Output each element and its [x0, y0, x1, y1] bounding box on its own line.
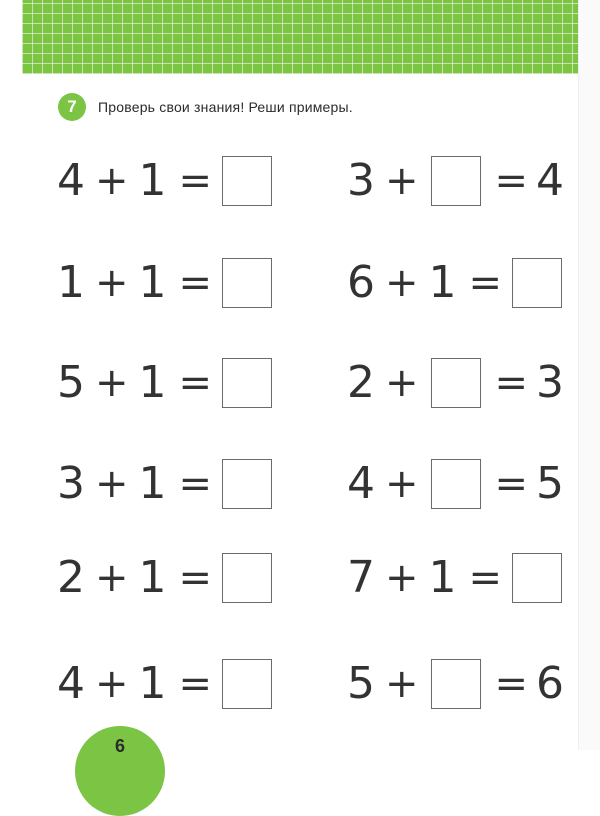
operand-a: 4 [57, 658, 85, 709]
equals-sign: = [468, 260, 503, 306]
operand-a: 2 [57, 552, 85, 603]
answer-box[interactable] [222, 659, 272, 709]
operand-b: 1 [138, 458, 167, 509]
operand-a: 4 [347, 458, 375, 509]
plus-sign: + [385, 260, 419, 306]
equals-sign: = [494, 158, 529, 204]
plus-sign: + [95, 461, 129, 507]
equals-sign: = [178, 661, 213, 707]
plus-sign: + [385, 661, 419, 707]
task-header [58, 92, 353, 122]
equals-sign: = [494, 661, 529, 707]
plus-sign: + [95, 661, 129, 707]
equals-sign: = [178, 360, 213, 406]
equation-left-3 [55, 355, 276, 411]
operand-a: 7 [347, 552, 375, 603]
plus-sign: + [95, 555, 129, 601]
equals-sign: = [178, 158, 213, 204]
page-number-badge [75, 726, 165, 816]
answer-box[interactable] [431, 459, 481, 509]
answer-box[interactable] [431, 659, 481, 709]
operand-a: 1 [57, 257, 85, 308]
equation-left-5 [55, 550, 276, 606]
result: 6 [536, 658, 565, 709]
page-number: 6 [114, 736, 125, 756]
answer-box[interactable] [222, 553, 272, 603]
operand-b: 1 [428, 552, 457, 603]
result: 4 [536, 155, 565, 206]
equation-left-2 [55, 255, 276, 311]
plus-sign: + [385, 461, 419, 507]
equation-left-1 [55, 153, 276, 209]
operand-b: 1 [138, 155, 167, 206]
equation-right-6 [345, 656, 566, 712]
result: 3 [536, 357, 565, 408]
equals-sign: = [494, 461, 529, 507]
equation-right-3 [345, 355, 566, 411]
equals-sign: = [468, 555, 503, 601]
operand-a: 5 [347, 658, 375, 709]
answer-box[interactable] [222, 358, 272, 408]
equation-left-4 [55, 456, 276, 512]
answer-box[interactable] [512, 258, 562, 308]
equals-sign: = [494, 360, 529, 406]
operand-b: 1 [138, 552, 167, 603]
page-right-edge [578, 0, 600, 750]
plus-sign: + [385, 555, 419, 601]
answer-box[interactable] [222, 258, 272, 308]
page-left-margin [0, 0, 22, 750]
green-grid-banner [22, 0, 578, 74]
operand-b: 1 [138, 357, 167, 408]
answer-box[interactable] [512, 553, 562, 603]
equation-right-2 [345, 255, 566, 311]
operand-a: 3 [57, 458, 85, 509]
answer-box[interactable] [222, 459, 272, 509]
operand-a: 4 [57, 155, 85, 206]
equation-left-6 [55, 656, 276, 712]
plus-sign: + [95, 360, 129, 406]
operand-b: 1 [428, 257, 457, 308]
plus-sign: + [385, 360, 419, 406]
equals-sign: = [178, 555, 213, 601]
operand-b: 1 [138, 658, 167, 709]
plus-sign: + [95, 158, 129, 204]
equals-sign: = [178, 461, 213, 507]
operand-a: 5 [57, 357, 85, 408]
equals-sign: = [178, 260, 213, 306]
task-number-badge: 7 [58, 93, 86, 121]
equation-right-5 [345, 550, 566, 606]
operand-b: 1 [138, 257, 167, 308]
task-instruction: Проверь свои знания! Реши примеры. [98, 99, 353, 115]
plus-sign: + [385, 158, 419, 204]
operand-a: 6 [347, 257, 375, 308]
answer-box[interactable] [222, 156, 272, 206]
equation-right-4 [345, 456, 566, 512]
operand-a: 3 [347, 155, 375, 206]
plus-sign: + [95, 260, 129, 306]
equation-right-1 [345, 153, 566, 209]
answer-box[interactable] [431, 358, 481, 408]
operand-a: 2 [347, 357, 375, 408]
answer-box[interactable] [431, 156, 481, 206]
result: 5 [536, 458, 565, 509]
